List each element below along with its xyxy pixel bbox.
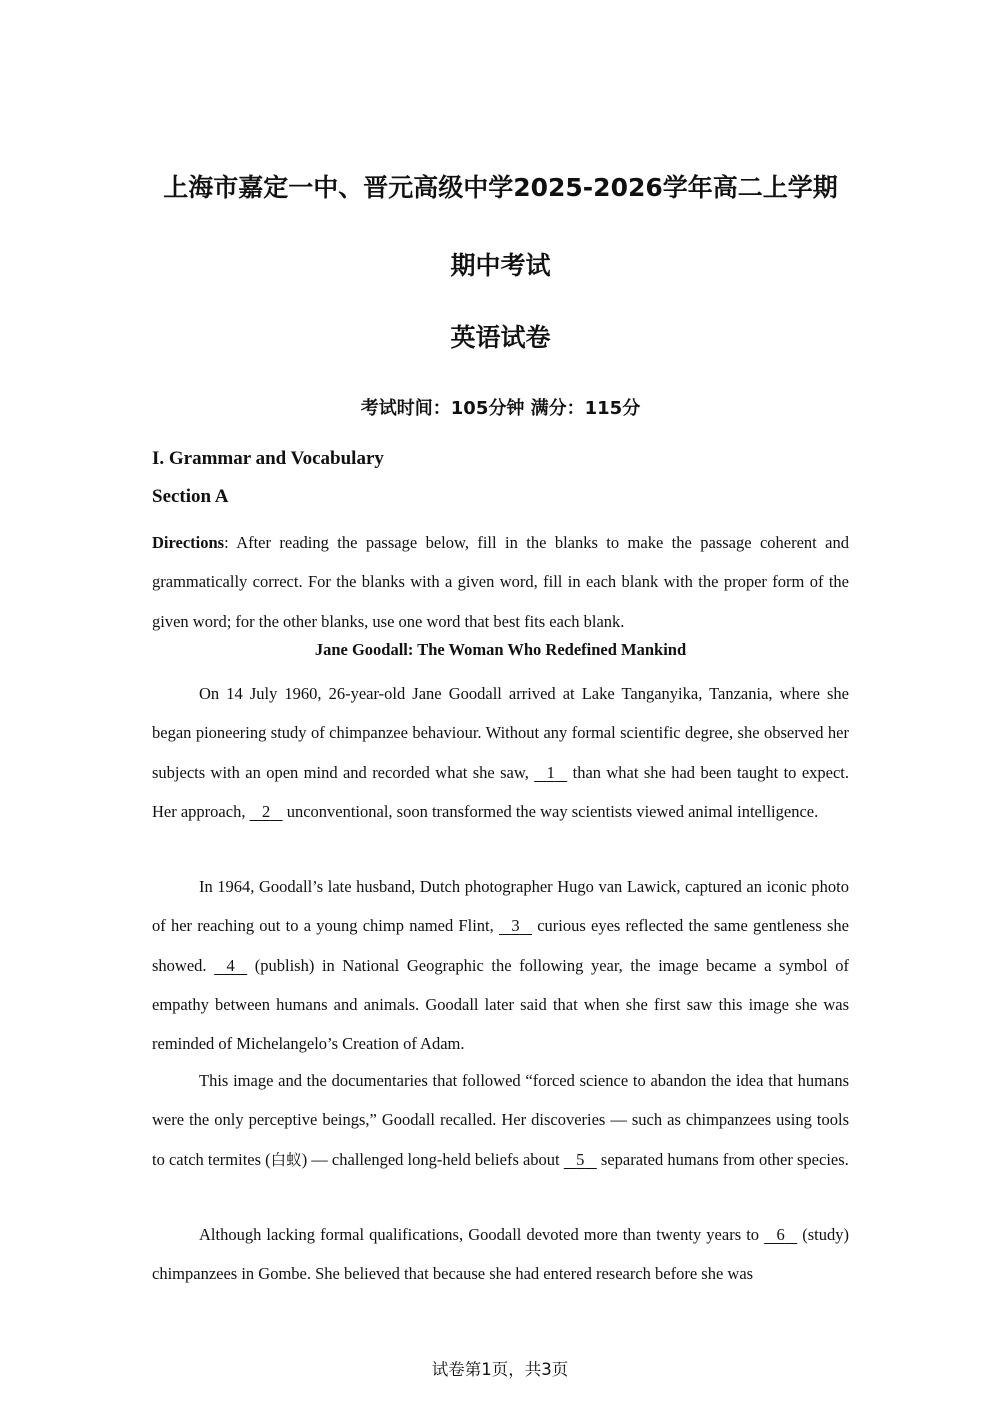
blank-5: [564, 1140, 597, 1179]
paragraph-text: (study) chimpanzees in Gombe. She believed that because she had entered research before she was: [152, 1225, 849, 1284]
paragraph-text: unconventional, soon transformed the way scientists viewed animal intelligence.: [282, 801, 819, 821]
paragraph-text: than what she had been taught to expect. Her approach,: [152, 762, 849, 821]
blank-1: [534, 753, 567, 792]
exam-title-line-2: 期中考试: [450, 251, 551, 280]
exam-title-line-1: 上海市嘉定一中、晋元高级中学2025-2026学年高二上学期: [163, 173, 838, 202]
blank-number: 2: [261, 801, 271, 821]
paragraph-text: On 14 July 1960, 26-year-old Jane Goodall arrived at Lake Tanganyika, Tanzania, where she began pioneering study of chimpanzee behaviour. Without any formal scientific degree, she observed her subjects with an open mind and recorded what she saw,: [152, 684, 849, 782]
passage-paragraph-3: [152, 1061, 849, 1180]
paragraph-text: curious eyes reflected the same gentleness she showed.: [152, 916, 849, 975]
blank-number: 4: [226, 955, 235, 975]
blank-6: [764, 1215, 797, 1254]
page-footer: 试卷第1页，共3页: [431, 1360, 569, 1379]
blank-2: [250, 792, 283, 831]
passage-paragraph-4: [152, 1215, 849, 1294]
directions: [152, 523, 849, 641]
section-heading: Section A: [152, 486, 229, 507]
paragraph-text: This image and the documentaries that followed “forced science to abandon the idea that humans were the only perceptive beings,” Goodall recalled. Her discoveries — such as chimpanzees using tools to catch termites (: [152, 1071, 849, 1169]
directions-text: : After reading the passage below, fill in the blanks to make the passage coherent and grammatically correct. For the blanks with a given word, fill in each blank with the proper form of the given word; for the other blanks, use one word that best fits each blank.: [152, 533, 849, 631]
blank-4: [214, 946, 247, 985]
directions-label: Directions: [152, 533, 225, 552]
passage-paragraph-1: [152, 674, 849, 831]
paragraph-text: In 1964, Goodall’s late husband, Dutch photographer Hugo van Lawick, captured an iconic photo of her reaching out to a young chimp named Flint,: [152, 877, 849, 936]
blank-number: 5: [576, 1149, 585, 1169]
passage-paragraph-2: [152, 867, 849, 1063]
chinese-gloss: 白蚁: [270, 1150, 302, 1169]
blank-number: 3: [511, 916, 520, 936]
exam-title-line-3: 英语试卷: [450, 323, 551, 352]
paragraph-text: separated humans from other species.: [596, 1149, 849, 1169]
part-heading: I. Grammar and Vocabulary: [152, 448, 384, 469]
passage-title: Jane Goodall: The Woman Who Redefined Mankind: [314, 640, 687, 659]
blank-number: 1: [546, 762, 555, 782]
exam-info: 考试时间：105分钟 满分：115分: [360, 398, 641, 419]
paragraph-text: ) — challenged long-held beliefs about: [301, 1149, 564, 1169]
blank-3: [499, 906, 532, 945]
paragraph-text: (publish) in National Geographic the following year, the image became a symbol of empathy between humans and animals. Goodall later said that when she first saw this image she was reminded of Michelangelo’s Creation of Adam.: [152, 955, 849, 1054]
blank-number: 6: [776, 1225, 785, 1244]
paragraph-text: Although lacking formal qualifications, Goodall devoted more than twenty years to: [199, 1225, 765, 1244]
